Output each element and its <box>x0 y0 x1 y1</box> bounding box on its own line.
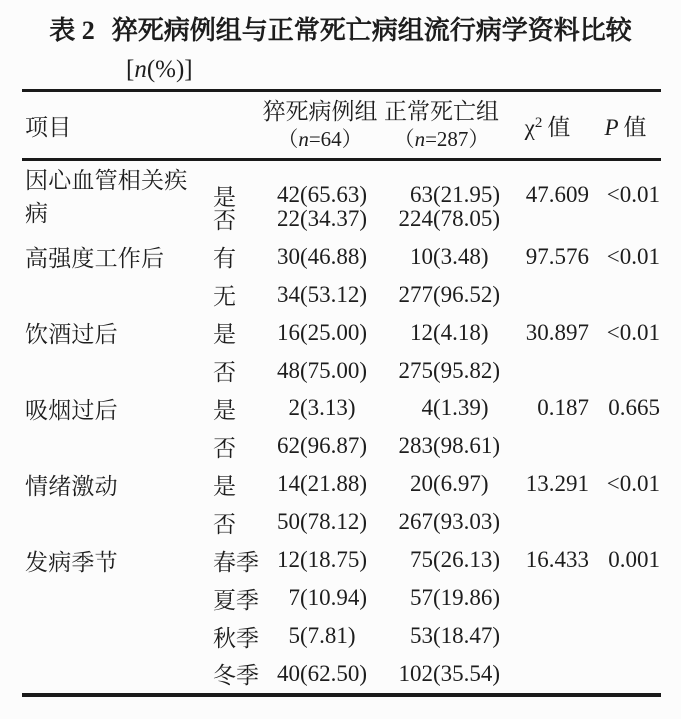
cell-sudden-death: 16 (25.00) <box>277 319 368 345</box>
cell-category: 是 <box>213 322 236 348</box>
table-row <box>22 503 661 541</box>
header-p-value: P 值 <box>604 114 647 140</box>
cell-category: 否 <box>213 208 236 234</box>
table-row <box>22 617 661 655</box>
cell-p-value <box>590 655 661 693</box>
cell-sudden-death: 62 (96.87) <box>277 433 368 459</box>
cell-chi-square: 30.897 <box>525 319 589 345</box>
cell-item: 因心血管相关疾病 <box>25 168 188 226</box>
table-title <box>0 15 681 47</box>
cell-sudden-death: 14 (21.88) <box>277 471 368 497</box>
table-body <box>22 162 661 693</box>
cell-chi-square <box>505 503 590 541</box>
cell-chi-square <box>505 617 590 655</box>
header-category-empty <box>210 92 262 158</box>
cell-item: 饮酒过后 <box>25 322 118 348</box>
cell-item: 情绪激动 <box>25 473 118 499</box>
cell-chi-square <box>505 427 590 465</box>
cell-normal-death: 12 (4.18) <box>410 319 489 345</box>
table-row <box>22 314 661 352</box>
cell-normal-death: 4 (1.39) <box>421 395 489 421</box>
cell-category: 是 <box>213 473 236 499</box>
table-row <box>22 390 661 428</box>
cell-chi-square <box>505 276 590 314</box>
unit-open-bracket: [ <box>126 56 135 83</box>
cell-category: 冬季 <box>213 663 259 689</box>
cell-item <box>22 617 210 655</box>
table-row <box>22 655 661 693</box>
cell-sudden-death: 50 (78.12) <box>277 509 368 535</box>
group1-name: 猝死病例组 <box>262 99 378 124</box>
group1-n: （n=64） <box>277 127 363 151</box>
cell-item <box>22 655 210 693</box>
table-unit-label <box>126 54 193 86</box>
cell-category: 秋季 <box>213 625 259 651</box>
cell-chi-square: 0.187 <box>537 395 589 421</box>
cell-p-value <box>590 352 661 390</box>
header-group-sudden-death <box>262 92 378 158</box>
cell-p-value: 0.665 <box>608 395 660 421</box>
cell-p-value <box>590 617 661 655</box>
cell-category: 有 <box>213 246 236 272</box>
header-group-normal-death <box>378 92 505 158</box>
cell-p-value: <0.01 <box>606 471 660 497</box>
table-row <box>22 541 661 579</box>
table-row <box>22 579 661 617</box>
cell-category: 否 <box>213 360 236 386</box>
cell-chi-square <box>505 352 590 390</box>
cell-chi-square <box>505 579 590 617</box>
cell-normal-death: 102 (35.54) <box>398 660 501 686</box>
table-row <box>22 352 661 390</box>
table-row <box>22 465 661 503</box>
bottom-rule <box>22 693 661 697</box>
cell-normal-death: 267 (93.03) <box>398 509 501 535</box>
table-number: 表 2 <box>49 16 95 45</box>
cell-sudden-death: 12 (18.75) <box>277 547 368 573</box>
cell-category: 是 <box>213 397 236 423</box>
cell-item: 发病季节 <box>25 549 118 575</box>
cell-item <box>22 579 210 617</box>
cell-p-value: <0.01 <box>606 243 660 269</box>
cell-sudden-death: 42 (65.63) <box>277 182 368 207</box>
cell-category: 夏季 <box>213 587 259 613</box>
cell-normal-death: 277 (96.52) <box>398 281 501 307</box>
cell-normal-death: 283 (98.61) <box>398 433 501 459</box>
cell-normal-death: 20 (6.97) <box>410 471 489 497</box>
chi-superscript: 2 <box>534 114 543 131</box>
cell-category: 是 <box>213 184 236 210</box>
cell-category: 否 <box>213 435 236 461</box>
cell-p-value <box>590 200 661 238</box>
header-chi-square: $\chi^2$ 值 <box>524 114 571 140</box>
cell-chi-square <box>505 655 590 693</box>
cell-p-value <box>590 579 661 617</box>
table-row <box>22 276 661 314</box>
cell-p-value: <0.01 <box>606 182 660 207</box>
cell-item: 高强度工作后 <box>25 246 165 272</box>
cell-normal-death: 53 (18.47) <box>410 623 501 649</box>
cell-item <box>22 200 210 238</box>
header-rule <box>22 158 661 161</box>
cell-chi-square: 47.609 <box>525 182 589 207</box>
cell-category: 春季 <box>213 549 259 575</box>
cell-chi-square <box>505 200 590 238</box>
cell-normal-death: 57 (19.86) <box>410 585 501 611</box>
cell-category: 否 <box>213 511 236 537</box>
cell-normal-death: 224 (78.05) <box>398 205 501 231</box>
header-item: 项目 <box>25 114 72 140</box>
cell-sudden-death: 22 (34.37) <box>277 205 368 231</box>
table-row <box>22 238 661 276</box>
cell-sudden-death: 34 (53.12) <box>277 281 368 307</box>
cell-chi-square: 13.291 <box>525 471 589 497</box>
group2-n: （n=287） <box>393 127 490 151</box>
cell-sudden-death: 2 (3.13) <box>288 395 356 421</box>
cell-sudden-death: 30 (46.88) <box>277 243 368 269</box>
cell-p-value <box>590 503 661 541</box>
cell-item <box>22 352 210 390</box>
cell-p-value: 0.001 <box>608 547 660 573</box>
unit-n-symbol: n <box>134 56 147 83</box>
table-row <box>22 200 661 238</box>
cell-item <box>22 427 210 465</box>
cell-category: 无 <box>213 284 236 310</box>
cell-p-value: <0.01 <box>606 319 660 345</box>
cell-p-value <box>590 276 661 314</box>
cell-normal-death: 63 (21.95) <box>410 182 501 207</box>
cell-item <box>22 503 210 541</box>
table-title-text: 猝死病例组与正常死亡病组流行病学资料比较 <box>111 16 632 45</box>
table-row <box>22 427 661 465</box>
group2-name: 正常死亡组 <box>384 99 499 124</box>
unit-percent: (%)] <box>146 56 193 83</box>
cell-sudden-death: 40 (62.50) <box>277 660 368 686</box>
cell-normal-death: 275 (95.82) <box>398 357 501 383</box>
cell-chi-square: 16.433 <box>525 547 589 573</box>
cell-item <box>22 276 210 314</box>
cell-sudden-death: 5 (7.81) <box>288 623 356 649</box>
table-header <box>22 92 661 158</box>
cell-sudden-death: 48 (75.00) <box>277 357 368 383</box>
cell-normal-death: 75 (26.13) <box>410 547 501 573</box>
cell-sudden-death: 7 (10.94) <box>288 585 368 611</box>
p-symbol: P <box>604 114 619 140</box>
cell-chi-square: 97.576 <box>525 243 589 269</box>
cell-item: 吸烟过后 <box>25 397 118 423</box>
cell-normal-death: 10 (3.48) <box>410 243 489 269</box>
chi-symbol: χ <box>524 114 535 140</box>
cell-p-value <box>590 427 661 465</box>
